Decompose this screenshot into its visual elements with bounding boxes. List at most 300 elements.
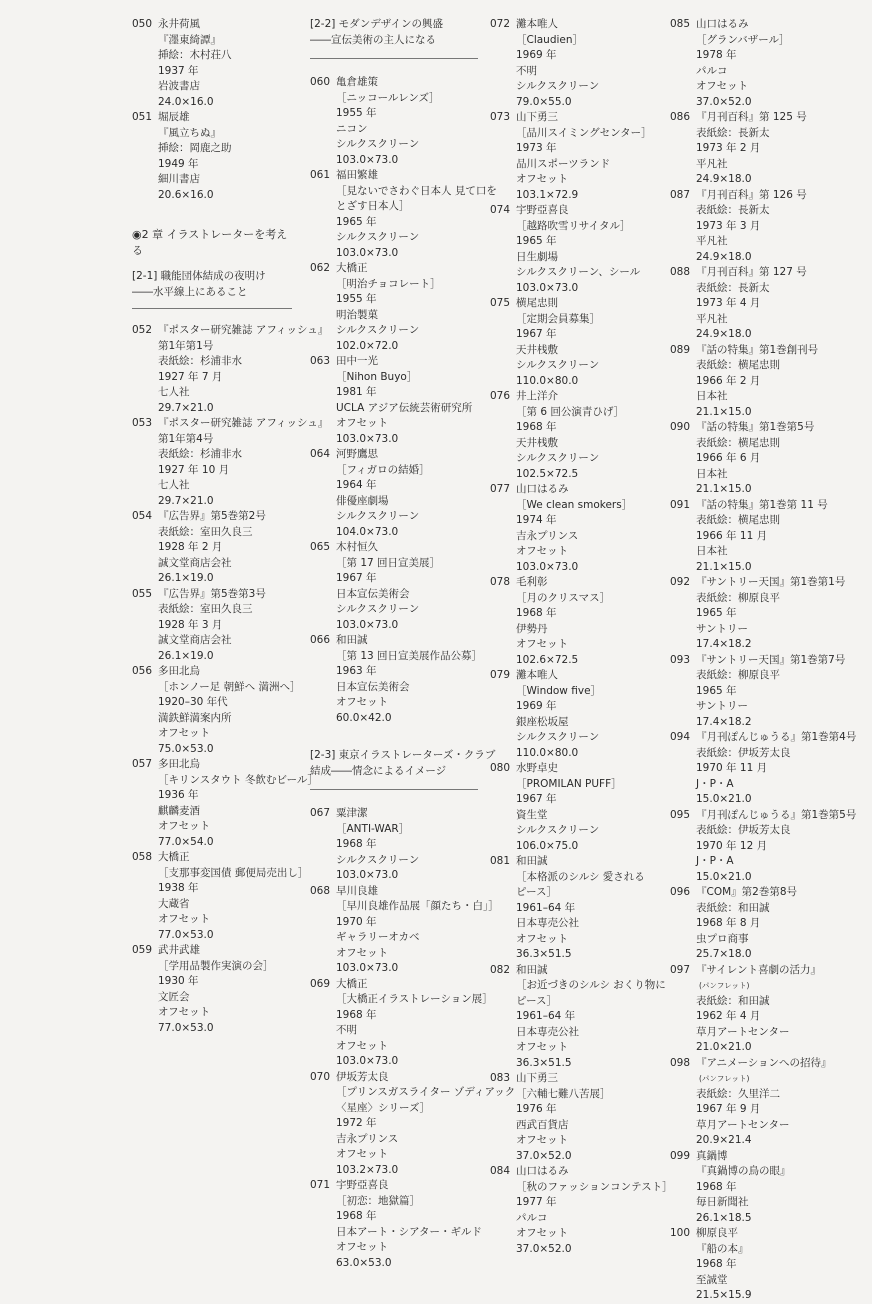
entry-number: 056 (132, 665, 153, 677)
catalog-entry (490, 761, 660, 854)
entry-line: ［We clean smokers］ (516, 498, 633, 511)
catalog-entry (132, 17, 292, 110)
entry-line: 表紙絵：柳原良平 (696, 591, 780, 604)
entry-details (158, 416, 328, 509)
entry-line: 表紙絵：横尾忠則 (696, 359, 780, 371)
entry-line: 1972 年 (336, 1117, 377, 1129)
entry-line: 77.0×54.0 (158, 835, 214, 848)
catalog-entry (670, 575, 846, 653)
entry-line: 1968 年 (336, 838, 377, 850)
entry-line: 『話の特集』第1巻第5号 (696, 421, 815, 433)
catalog-entry (310, 977, 493, 1070)
entry-number: 064 (310, 448, 331, 460)
entry-line: オフセット (158, 820, 211, 832)
entry-line: 表紙絵：杉浦非水 (158, 448, 242, 460)
entry-line: 品川スポーツランド (516, 157, 611, 170)
entry-line: 表紙絵：柳原良平 (696, 669, 780, 681)
entry-number: 065 (310, 541, 331, 553)
section-heading (310, 17, 478, 59)
entry-line: 『濹東綺譚』 (158, 33, 221, 46)
entry-details (516, 296, 660, 389)
entry-line: 『月刊ぽんじゅうる』第1巻第5号 (696, 808, 857, 821)
catalog-entry (490, 854, 660, 963)
entry-line: 60.0×42.0 (336, 711, 392, 724)
entry-line: 『アニメーションへの招待』 (696, 1056, 832, 1069)
catalog-entry (132, 509, 292, 587)
entry-line: 1965 年 (696, 684, 737, 697)
entry-line: 明治製菓 (336, 308, 378, 321)
entry-line: 誠文堂商店会社 (158, 634, 232, 646)
entry-line: ［月のクリスマス］ (516, 591, 611, 604)
entry-line: 36.3×51.5 (516, 948, 572, 960)
entry-line: 103.0×73.0 (336, 962, 399, 974)
entry-line: 資生堂 (516, 808, 548, 821)
entry-line: J・P・A (696, 855, 734, 867)
entry-line: 77.0×53.0 (158, 928, 214, 941)
entry-line: 1930 年 (158, 975, 199, 987)
entry-line: オフセット (516, 1041, 569, 1053)
entry-line: 表紙絵：室田久良三 (158, 603, 253, 615)
entry-line: 21.5×15.9 (696, 1289, 752, 1301)
entry-details (516, 963, 666, 1072)
entry-number: 096 (670, 886, 691, 898)
entry-line: 24.9×18.0 (696, 250, 752, 263)
entry-line: 多田北烏 (158, 665, 200, 677)
entry-number: 060 (310, 76, 331, 88)
catalog-entry (490, 389, 660, 482)
entry-line: ［越路吹雪リサイタル］ (516, 219, 631, 232)
entry-line: 大橋正 (336, 977, 368, 990)
entry-line: 山下勇三 (516, 111, 558, 123)
entry-line: オフセット (158, 913, 211, 925)
entry-line: 『月刊百科』第 127 号 (696, 266, 807, 278)
entry-line: 1965 年 (516, 235, 557, 247)
entry-line: 『ポスター研究雑誌 アフィッシュ』 (158, 324, 329, 336)
entry-line: 天井桟敷 (516, 436, 558, 449)
entry-details (158, 509, 292, 587)
entry-line: 横尾忠則 (516, 297, 558, 309)
catalog-entry (490, 17, 660, 110)
entry-number: 100 (670, 1227, 691, 1239)
entry-details (516, 668, 660, 761)
entry-line: 毎日新聞社 (696, 1196, 749, 1208)
entry-details (516, 854, 660, 963)
entry-line: 宇野亞喜良 (336, 1179, 389, 1191)
entry-line: 1969 年 (516, 49, 557, 61)
entry-line: ギャラリーオカベ (336, 931, 420, 943)
entry-line: 永井荷風 (158, 18, 200, 30)
entry-details (696, 343, 835, 421)
entry-line: 1968 年 (336, 1210, 377, 1222)
entry-line: 俳優座劇場 (336, 494, 389, 507)
entry-line: オフセット (696, 80, 749, 92)
catalog-entry (310, 75, 478, 168)
entry-line: ［フィガロの結婚］ (336, 463, 430, 476)
chapter-heading: ◉2 章 イラストレーターを考える (132, 228, 288, 257)
entry-line: 表紙絵：横尾忠則 (696, 436, 780, 449)
entry-details (158, 587, 292, 665)
entry-line: 表紙絵：和田誠 (696, 994, 770, 1007)
entry-line: 表紙絵：長新太 (696, 281, 770, 294)
entry-line: 1966 年 11 月 (696, 529, 768, 542)
entry-line: オフセット (336, 417, 389, 429)
entry-line: 真鍋博 (696, 1149, 728, 1162)
entry-line: 灘本唯人 (516, 18, 558, 30)
entry-line: オフセット (336, 946, 389, 959)
entry-line: ［大橋正イラストレーション展］ (336, 993, 493, 1005)
entry-line: 20.9×21.4 (696, 1134, 752, 1146)
entry-line: 日本社 (696, 467, 728, 480)
entry-number: 059 (132, 944, 153, 956)
entry-line: 1966 年 6 月 (696, 452, 761, 464)
entry-line: 37.0×52.0 (696, 95, 752, 108)
entry-number: 073 (490, 111, 511, 123)
entry-number: 092 (670, 576, 691, 588)
entry-number: 083 (490, 1072, 511, 1084)
entry-line: 伊勢丹 (516, 622, 548, 635)
entry-line: 1977 年 (516, 1196, 557, 1208)
entry-line: ［六輔七難八苦展］ (516, 1087, 611, 1100)
entry-line: 1955 年 (336, 107, 377, 119)
entry-details (158, 757, 318, 850)
entry-line: シルクスクリーン (516, 452, 600, 464)
entry-line: 1949 年 (158, 157, 199, 170)
entry-line: 天井桟敷 (516, 343, 558, 356)
entry-line: ［第 17 回日宣美展］ (336, 556, 441, 569)
entry-line: ［プリンスガスライター ゾディアック (336, 1086, 516, 1098)
entry-line: シルクスクリーン (516, 359, 600, 371)
entry-line: 西武百貨店 (516, 1118, 569, 1131)
entry-line: ［見ないでさわぐ日本人 見て口を (336, 184, 497, 197)
section-line: ――水平線上にあること (132, 285, 248, 298)
catalog-entry (670, 498, 835, 576)
entry-line: (パンフレット) (699, 1074, 750, 1083)
entry-line: オフセット (336, 1241, 389, 1253)
entry-line: 虫プロ商事 (696, 932, 749, 945)
section-line: 結成――情念によるイメージ (310, 764, 447, 777)
entry-line: シルクスクリーン (336, 324, 420, 336)
entry-number: 079 (490, 669, 511, 681)
entry-line: ［ニッコールレンズ］ (336, 91, 440, 104)
entry-line: 『話の特集』第1巻第 11 号 (696, 498, 828, 511)
entry-line: シルクスクリーン (516, 731, 600, 743)
entry-line: 表紙絵：和田誠 (696, 901, 770, 914)
entry-line: シルクスクリーン、シール (516, 266, 641, 278)
entry-number: 071 (310, 1179, 331, 1191)
entry-details (696, 420, 835, 498)
entry-line: 103.0×73.0 (336, 432, 399, 445)
entry-number: 057 (132, 758, 153, 770)
entry-line: 平凡社 (696, 157, 728, 170)
entry-line: 麒麟麦酒 (158, 804, 200, 817)
entry-line: 大蔵省 (158, 897, 190, 910)
entry-number: 093 (670, 653, 691, 666)
catalog-entry (310, 168, 497, 261)
entry-line: 15.0×21.0 (696, 793, 752, 805)
entry-line: ［第 6 回公演青ひげ］ (516, 405, 624, 418)
entry-line: 1963 年 (336, 665, 377, 677)
entry-number: 054 (132, 510, 153, 522)
entry-line: シルクスクリーン (336, 853, 420, 866)
entry-line: オフセット (516, 173, 569, 185)
catalog-entry (310, 447, 478, 540)
entry-line: 1928 年 2 月 (158, 541, 223, 553)
entry-line: 『話の特集』第1巻創刊号 (696, 343, 819, 356)
entry-details (696, 730, 856, 808)
entry-line: ［キリンスタウト 冬飲むビール］ (158, 773, 318, 786)
entry-line: ［学用品製作実演の会］ (158, 959, 274, 972)
section-line: ――宣伝美術の主人になる (310, 33, 436, 46)
entry-details (696, 110, 835, 188)
entry-line: 第1年第4号 (158, 432, 214, 445)
entry-details (516, 482, 660, 575)
entry-number: 050 (132, 18, 153, 30)
entry-line: 1970 年 12 月 (696, 839, 768, 852)
entry-line: 24.0×16.0 (158, 95, 214, 108)
entry-line: 吉永プリンス (336, 1132, 399, 1145)
entry-line: 『風立ちぬ』 (158, 126, 221, 139)
entry-line: 15.0×21.0 (696, 870, 752, 883)
entry-number: 084 (490, 1165, 511, 1177)
entry-line: 1920–30 年代 (158, 696, 228, 708)
entry-line: 24.9×18.0 (696, 328, 752, 340)
entry-line: 日本宣伝美術会 (336, 680, 410, 693)
entry-line: 草月アートセンター (696, 1025, 790, 1038)
entry-number: 098 (670, 1056, 691, 1069)
entry-details (516, 17, 660, 110)
entry-line: 『月刊百科』第 126 号 (696, 188, 807, 201)
entry-details (696, 17, 835, 110)
entry-line: 1981 年 (336, 386, 377, 398)
entry-line: ピース］ (516, 886, 558, 898)
entry-line: ［早川良雄作品展「顔たち・白」］ (336, 900, 499, 912)
catalog-entry (490, 668, 660, 761)
entry-line: ［グランバザール］ (696, 33, 790, 46)
entry-line: 106.0×75.0 (516, 839, 579, 852)
section-heading (310, 748, 496, 790)
entry-line: 21.1×15.0 (696, 405, 752, 418)
entry-number: 069 (310, 977, 331, 990)
entry-line: とざす日本人］ (336, 200, 410, 212)
entry-number: 087 (670, 188, 691, 201)
entry-line: 和田誠 (336, 634, 368, 646)
entry-line: 1968 年 (696, 1180, 737, 1193)
entry-line: 大橋正 (336, 262, 368, 274)
entry-line: ピース］ (516, 994, 558, 1007)
entry-number: 097 (670, 963, 691, 976)
entry-line: 平凡社 (696, 235, 728, 247)
entry-line: シルクスクリーン (336, 138, 420, 150)
entry-line: 103.2×73.0 (336, 1163, 399, 1176)
entry-number: 070 (310, 1070, 331, 1083)
entry-line: サントリー (696, 622, 748, 635)
entry-line: 『サイレント喜劇の活力』 (696, 963, 822, 976)
entry-details (516, 389, 660, 482)
entry-details (516, 761, 660, 854)
entry-line: 和田誠 (516, 855, 548, 867)
catalog-entry (490, 296, 660, 389)
entry-number: 080 (490, 762, 511, 774)
entry-details (516, 575, 660, 668)
entry-line: 『月刊ぽんじゅうる』第1巻第4号 (696, 731, 857, 743)
entry-number: 081 (490, 855, 511, 867)
entry-line: 表紙絵：久里洋二 (696, 1087, 780, 1100)
entry-line: 粟津潔 (336, 807, 368, 819)
entry-details (516, 110, 660, 203)
entry-line: 1970 年 11 月 (696, 762, 768, 774)
entry-line: 25.7×18.0 (696, 948, 752, 960)
catalog-entry (132, 757, 318, 850)
entry-line: 武井武雄 (158, 944, 200, 956)
entry-line: 木村恒久 (336, 541, 378, 553)
entry-line: 1974 年 (516, 514, 557, 526)
entry-line: 不明 (516, 64, 537, 77)
entry-line: 29.7×21.0 (158, 494, 214, 507)
catalog-entry (670, 1056, 835, 1149)
entry-line: ［初恋：地獄篇］ (336, 1194, 420, 1207)
entry-line: 103.0×73.0 (336, 618, 399, 631)
catalog-entry (132, 664, 301, 757)
entry-line: 1965 年 (336, 215, 377, 228)
entry-line: 銀座松坂屋 (516, 715, 569, 728)
entry-line: 表紙絵：長新太 (696, 204, 770, 216)
entry-line: ［支那事変国債 郵便局売出し］ (158, 866, 309, 879)
entry-line: ［本格派のシルシ 愛される (516, 870, 645, 883)
entry-line: 細川書店 (158, 173, 200, 185)
entry-line: ［第 13 回日宣美展作品公募］ (336, 649, 483, 662)
entry-line: 36.3×51.5 (516, 1056, 572, 1069)
entry-line: 七人社 (158, 386, 190, 398)
entry-line: 日本社 (696, 390, 728, 402)
entry-line: 亀倉雄策 (336, 76, 378, 88)
entry-line: 17.4×18.2 (696, 715, 752, 728)
entry-line: 21.1×15.0 (696, 483, 752, 495)
entry-line: 21.1×15.0 (696, 560, 752, 573)
entry-line: 日本社 (696, 545, 728, 557)
entry-number: 086 (670, 111, 691, 123)
entry-line: 1976 年 (516, 1103, 557, 1115)
entry-line: 表紙絵：長新太 (696, 126, 770, 139)
catalog-entry (310, 540, 478, 633)
entry-line: オフセット (516, 1227, 569, 1239)
entry-details (696, 498, 835, 576)
entry-line: シルクスクリーン (336, 603, 420, 615)
entry-details (696, 885, 835, 963)
entry-details (696, 1149, 835, 1227)
entry-line: 『サントリー天国』第1巻第1号 (696, 576, 846, 588)
entry-details (158, 17, 292, 110)
catalog-entry (310, 1178, 482, 1271)
column-3 (490, 17, 673, 1257)
entry-line: 水野卓史 (516, 762, 558, 774)
entry-line: 77.0×53.0 (158, 1021, 214, 1034)
entry-line: 1968 年 8 月 (696, 917, 761, 929)
entry-line: 『COM』第2巻第8号 (696, 886, 798, 898)
catalog-entry (670, 110, 835, 188)
entry-line: 『サントリー天国』第1巻第7号 (696, 653, 846, 666)
entry-details (158, 323, 328, 416)
entry-line: オフセット (516, 932, 569, 945)
entry-details (696, 1226, 835, 1304)
entry-line: オフセット (336, 1039, 389, 1052)
entry-line: オフセット (516, 638, 569, 650)
section-line: [2-1] 職能団体結成の夜明け (132, 270, 266, 282)
column-4 (670, 17, 857, 1304)
entry-line: 山口はるみ (696, 18, 749, 30)
catalog-entry (670, 963, 835, 1056)
entry-line: 1970 年 (336, 915, 377, 928)
entry-line: 『月刊百科』第 125 号 (696, 111, 807, 123)
catalog-entry (310, 354, 478, 447)
entry-line: 吉永プリンス (516, 529, 579, 542)
section-line: [2-2] モダンデザインの興盛 (310, 18, 444, 30)
entry-number: 052 (132, 324, 153, 336)
catalog-entry (132, 943, 292, 1036)
entry-line: 『船の本』 (696, 1242, 749, 1255)
entry-line: 多田北烏 (158, 758, 200, 770)
entry-line: 1969 年 (516, 700, 557, 712)
entry-line: 1938 年 (158, 882, 199, 894)
entry-details (336, 806, 478, 884)
entry-line: 誠文堂商店会社 (158, 556, 232, 569)
entry-line: 山下勇三 (516, 1072, 558, 1084)
entry-line: ［品川スイミングセンター］ (516, 126, 652, 139)
entry-line: ［定期会員募集］ (516, 312, 600, 325)
entry-line: 102.0×72.0 (336, 339, 399, 352)
entry-line: 1965 年 (696, 607, 737, 619)
entry-number: 089 (670, 343, 691, 356)
entry-line: 山口はるみ (516, 483, 569, 495)
entry-line: 110.0×80.0 (516, 746, 579, 759)
entry-line: 1961–64 年 (516, 1010, 576, 1022)
entry-line: 24.9×18.0 (696, 173, 752, 185)
entry-line: 表紙絵：杉浦非水 (158, 355, 242, 367)
entry-line: 26.1×19.0 (158, 572, 214, 584)
entry-line: オフセット (516, 1134, 569, 1146)
entry-number: 067 (310, 807, 331, 819)
entry-line: 103.0×73.0 (336, 153, 399, 166)
entry-details (516, 1164, 673, 1257)
entry-line: 『広告界』第5巻第2号 (158, 510, 266, 522)
entry-line: 63.0×53.0 (336, 1256, 392, 1269)
entry-line: 表紙絵：横尾忠則 (696, 514, 780, 526)
entry-line: 1955 年 (336, 293, 377, 305)
entry-line: ［Window five］ (516, 684, 602, 697)
entry-line: オフセット (158, 727, 211, 739)
entry-line: 1936 年 (158, 789, 199, 801)
entry-number: 074 (490, 204, 511, 216)
entry-line: 岩波書店 (158, 80, 200, 92)
entry-line: 1973 年 4 月 (696, 297, 761, 309)
catalog-entry (132, 587, 292, 665)
entry-line: 29.7×21.0 (158, 401, 214, 414)
catalog-entry (310, 261, 478, 354)
entry-line: 1928 年 3 月 (158, 618, 223, 631)
section-rule (310, 789, 478, 790)
entry-line: ［Nihon Buyo］ (336, 370, 418, 383)
entry-details (696, 265, 835, 343)
entry-line: 1966 年 2 月 (696, 374, 761, 387)
entry-details (158, 943, 292, 1036)
entry-number: 082 (490, 963, 511, 976)
entry-line: J・P・A (696, 777, 734, 790)
entry-line: 1967 年 (516, 328, 557, 340)
entry-details (336, 354, 478, 447)
entry-line: 田中一光 (336, 355, 378, 367)
entry-details (336, 168, 497, 261)
entry-line: 福田繁雄 (336, 169, 378, 181)
entry-number: 099 (670, 1149, 691, 1162)
